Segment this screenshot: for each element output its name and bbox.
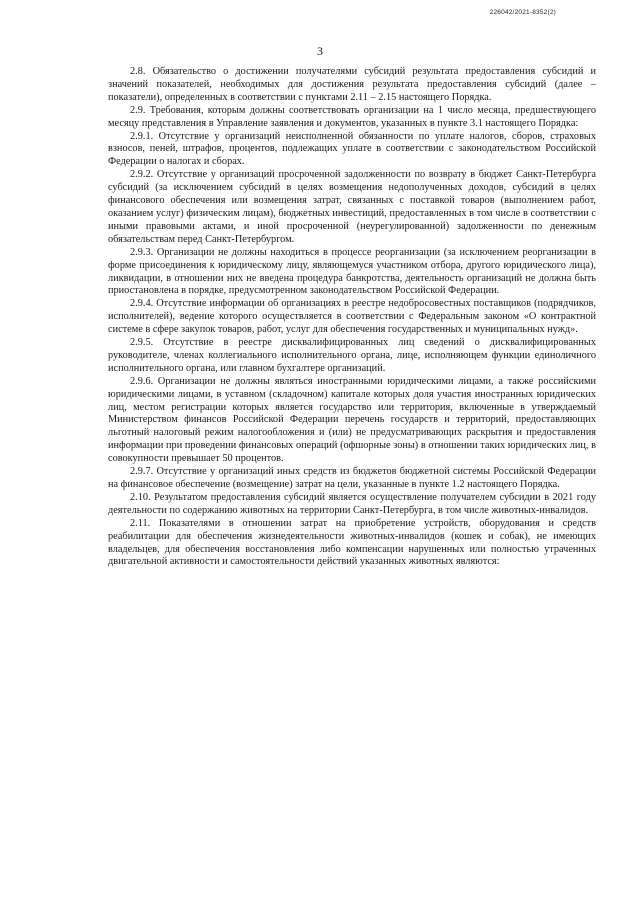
paragraph-2-9-4: 2.9.4. Отсутствие информации об организациях в реестре недобросовестных поставщиков (подрядчиков, исполнителей), ведение которого осуществляется в соответствии с Федеральным законом «О контрактной системе в сфере закупок товаров, работ, услуг для обеспечения государственных и муниципальных нужд». bbox=[108, 298, 596, 336]
paragraph-2-9-3: 2.9.3. Организации не должны находиться в процессе реорганизации (за исключением реорганизации в форме присоединения к юридическому лицу, являющемуся участником отбора, другого юридического лица), ликвидации, в отношении них не введена процедура банкротства, деятельность организаций не должна быть приостановлена в порядке, предусмотренном законодательством Российской Федерации. bbox=[108, 246, 596, 297]
paragraph-2-9-7: 2.9.7. Отсутствие у организаций иных средств из бюджетов бюджетной системы Российской Федерации на финансовое обеспечение (возмещение) затрат на цели, указанные в пункте 1.2 настоящего Порядка. bbox=[108, 466, 596, 490]
document-id: 226042/2021-8352(2) bbox=[489, 9, 556, 16]
paragraph-2-9: 2.9. Требования, которым должны соответствовать организации на 1 число месяца, предшествующего месяцу представления в Управление заявления и документов, указанных в пункте 3.1 настоящего Порядка: bbox=[108, 104, 596, 129]
paragraph-2-9-1: 2.9.1. Отсутствие у организаций неисполненной обязанности по уплате налогов, сборов, страховых взносов, пеней, штрафов, процентов, подлежащих уплате в соответствии с законодательством Российской Федерации о налогах и сборах. bbox=[108, 130, 596, 168]
page-number: 3 bbox=[317, 44, 323, 58]
paragraph-2-10: 2.10. Результатом предоставления субсидий является осуществление получателем субсидии в 2021 году деятельности по содержанию животных на территории Санкт-Петербурга, в том числе животных-инвалидов. bbox=[108, 491, 596, 516]
paragraph-2-9-6: 2.9.6. Организации не должны являться иностранными юридическими лицами, а также российскими юридическими лицами, в уставном (складочном) капитале которых доля участия иностранных юридических лиц, местом регистрации которых является государство или территория, включенные в утверждаемый Министерством финансов Российской Федерации перечень государств и территорий, предоставляющих льготный налоговый режим налогообложения и (или) не предусматривающих раскрытия и предоставления информации при проведении финансовых операций (офшорные зоны) в отношении таких юридических лиц, в совокупности превышает 50 процентов. bbox=[108, 375, 596, 465]
paragraph-2-9-2: 2.9.2. Отсутствие у организаций просроченной задолженности по возврату в бюджет Санкт-Петербурга субсидий (за исключением субсидий в целях возмещения недополученных доходов, субсидий в целях финансового обеспечения или возмещения затрат, связанных с поставкой товаров (выполнением работ, оказанием услуг) физическим лицам), бюджетных инвестиций, предоставленных в том числе в соответствии с иными правовыми актами, и иной просроченной (неурегулированной) задолженности по денежным обязательствам перед Санкт-Петербургом. bbox=[108, 169, 596, 245]
paragraph-2-8: 2.8. Обязательство о достижении получателями субсидий результата предоставления субсидий и значений показателей, необходимых для достижения результата предоставления субсидий (далее – показатели), определенных в соответствии с пунктами 2.11 – 2.15 настоящего Порядка. bbox=[108, 66, 596, 103]
paragraph-2-11: 2.11. Показателями в отношении затрат на приобретение устройств, оборудования и средств реабилитации для обеспечения жизнедеятельности животных-инвалидов (кошек и собак), не имеющих владельцев, для обеспечения восстановления либо компенсации нарушенных или полностью утраченных двигательной активности и самостоятельности действий указанных животных являются: bbox=[108, 517, 596, 568]
document-body bbox=[108, 66, 596, 569]
paragraph-2-9-5: 2.9.5. Отсутствие в реестре дисквалифицированных лиц сведений о дисквалифицированных руководителе, членах коллегиального исполнительного органа, лице, исполняющем функции единоличного исполнительного органа, или главном бухгалтере организаций. bbox=[108, 337, 596, 374]
